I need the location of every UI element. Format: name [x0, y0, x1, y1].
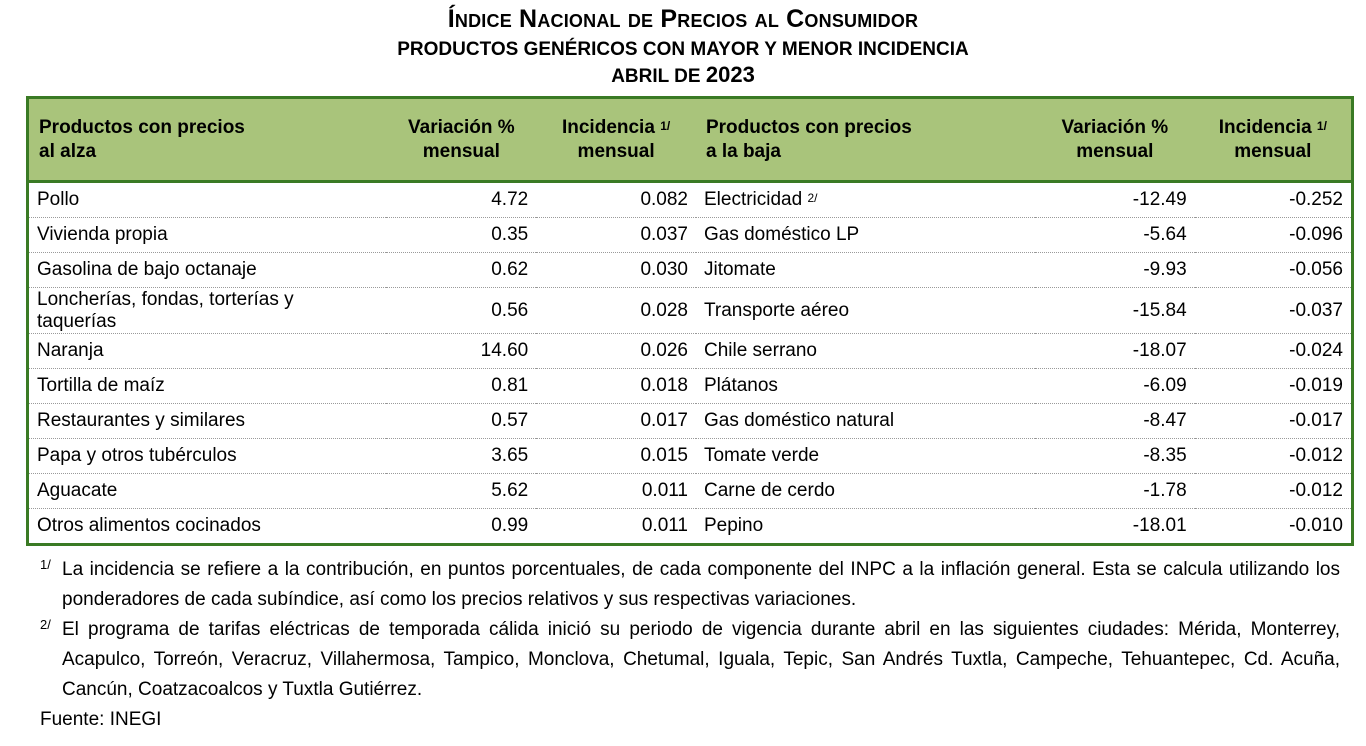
up-product-name: Naranja — [28, 334, 387, 369]
down-incidence: -0.017 — [1195, 404, 1353, 439]
table-row — [28, 253, 1353, 288]
footnote-text: El programa de tarifas eléctricas de temporada cálida inició su periodo de vigencia durante abril en las siguientes ciudades: Mérida, Monterrey, Acapulco, Torreón, Veracruz, Villahermosa, Tampico, Monclova, Chetumal, Iguala, Tepic, San Andrés Tuxtla, Campeche, Tehuantepec, Cd. Acuña, Cancún, Coatzacoalcos y Tuxtla Gutiérrez. — [62, 619, 1340, 700]
up-incidence: 0.017 — [536, 404, 696, 439]
table-row — [28, 334, 1353, 369]
down-product-name: Jitomate — [696, 253, 1035, 288]
up-product-name: Loncherías, fondas, torterías y taquerías — [28, 288, 387, 334]
up-incidence: 0.028 — [536, 288, 696, 334]
down-variation: -18.01 — [1132, 515, 1187, 536]
up-variation: 0.99 — [491, 515, 529, 536]
footnote-mark: 2/ — [40, 617, 51, 632]
footnote-ref: 2/ — [807, 191, 818, 205]
down-variation: -5.64 — [1035, 218, 1195, 253]
title-block — [0, 4, 1366, 89]
down-variation: -8.35 — [1035, 439, 1195, 474]
header-up-products: Productos con precios al alza — [28, 98, 387, 182]
down-incidence: -0.056 — [1195, 253, 1353, 288]
up-product-name: Aguacate — [28, 474, 387, 509]
table-header-row — [28, 98, 1353, 182]
up-product-name: Tortilla de maíz — [28, 369, 387, 404]
footnotes — [40, 555, 1340, 735]
period-label — [0, 63, 1366, 89]
up-product-name: Papa y otros tubérculos — [28, 439, 387, 474]
up-incidence: 0.015 — [536, 439, 696, 474]
up-variation: 14.60 — [386, 334, 536, 369]
down-variation: -1.78 — [1035, 474, 1195, 509]
footnote-text: La incidencia se refiere a la contribución, en puntos porcentuales, de cada componente del INPC a la inflación general. Esta se calcula utilizando los ponderadores de cada subíndice, así como los precios relativos y sus respectivas variaciones. — [62, 559, 1340, 610]
footnote-1 — [40, 555, 1340, 615]
up-incidence: 0.011 — [641, 515, 688, 536]
up-incidence: 0.018 — [536, 369, 696, 404]
table-row — [28, 509, 1353, 545]
down-product-name: Chile serrano — [696, 334, 1035, 369]
up-incidence: 0.037 — [536, 218, 696, 253]
down-variation: -12.49 — [1035, 182, 1195, 218]
header-down-products: Productos con precios a la baja — [696, 98, 1035, 182]
header-down-variation: Variación % mensual — [1035, 98, 1195, 182]
up-variation: 0.35 — [386, 218, 536, 253]
footnote-2 — [40, 615, 1340, 705]
down-incidence: -0.010 — [1289, 515, 1343, 536]
down-product-name: Gas doméstico LP — [696, 218, 1035, 253]
up-variation: 0.56 — [386, 288, 536, 334]
header-down-incidence: Incidencia $^{1/}$ mensual — [1195, 98, 1353, 182]
down-product-name: Plátanos — [696, 369, 1035, 404]
down-variation: -6.09 — [1035, 369, 1195, 404]
header-up-variation: Variación % mensual — [386, 98, 536, 182]
up-variation: 3.65 — [386, 439, 536, 474]
period-prefix: ABRIL DE — [611, 66, 701, 87]
down-incidence: -0.252 — [1195, 182, 1353, 218]
down-incidence: -0.096 — [1195, 218, 1353, 253]
header-up-incidence: Incidencia $^{1/}$ mensual — [536, 98, 696, 182]
page-title: Índice Nacional de Precios al Consumidor — [447, 5, 919, 33]
page-subtitle: PRODUCTOS GENÉRICOS CON MAYOR Y MENOR INCIDENCIA — [397, 39, 969, 60]
up-variation: 4.72 — [386, 182, 536, 218]
up-variation: 5.62 — [386, 474, 536, 509]
up-incidence: 0.026 — [536, 334, 696, 369]
table-row — [28, 474, 1353, 509]
up-variation: 0.57 — [386, 404, 536, 439]
down-incidence: -0.037 — [1195, 288, 1353, 334]
table-row — [28, 288, 1353, 334]
up-product-name: Restaurantes y similares — [28, 404, 387, 439]
up-variation: 0.81 — [386, 369, 536, 404]
up-product-name: Otros alimentos cocinados — [37, 515, 261, 536]
down-variation: -15.84 — [1035, 288, 1195, 334]
down-incidence: -0.012 — [1195, 474, 1353, 509]
down-product-name: Transporte aéreo — [696, 288, 1035, 334]
table-row — [28, 404, 1353, 439]
down-variation: -8.47 — [1035, 404, 1195, 439]
down-variation: -18.07 — [1035, 334, 1195, 369]
incidence-table — [26, 96, 1354, 546]
up-incidence: 0.011 — [536, 474, 696, 509]
down-product-name: Pepino — [703, 515, 764, 536]
down-incidence: -0.019 — [1195, 369, 1353, 404]
table-row — [28, 182, 1353, 218]
down-product-name: Tomate verde — [696, 439, 1035, 474]
down-product-name: Electricidad $^{2/}$ — [696, 182, 1035, 218]
down-incidence: -0.024 — [1195, 334, 1353, 369]
up-product-name: Pollo — [28, 182, 387, 218]
down-product-name: Carne de cerdo — [696, 474, 1035, 509]
table-row — [28, 218, 1353, 253]
footnote-mark: 1/ — [40, 557, 51, 572]
table-row — [28, 439, 1353, 474]
up-variation: 0.62 — [386, 253, 536, 288]
down-product-name: Gas doméstico natural — [696, 404, 1035, 439]
table-row — [28, 369, 1353, 404]
up-incidence: 0.082 — [536, 182, 696, 218]
up-product-name: Gasolina de bajo octanaje — [28, 253, 387, 288]
source-label: Fuente: INEGI — [40, 709, 162, 730]
up-incidence: 0.030 — [536, 253, 696, 288]
up-product-name: Vivienda propia — [28, 218, 387, 253]
down-incidence: -0.012 — [1195, 439, 1353, 474]
down-variation: -9.93 — [1035, 253, 1195, 288]
period-year: 2023 — [705, 62, 755, 87]
